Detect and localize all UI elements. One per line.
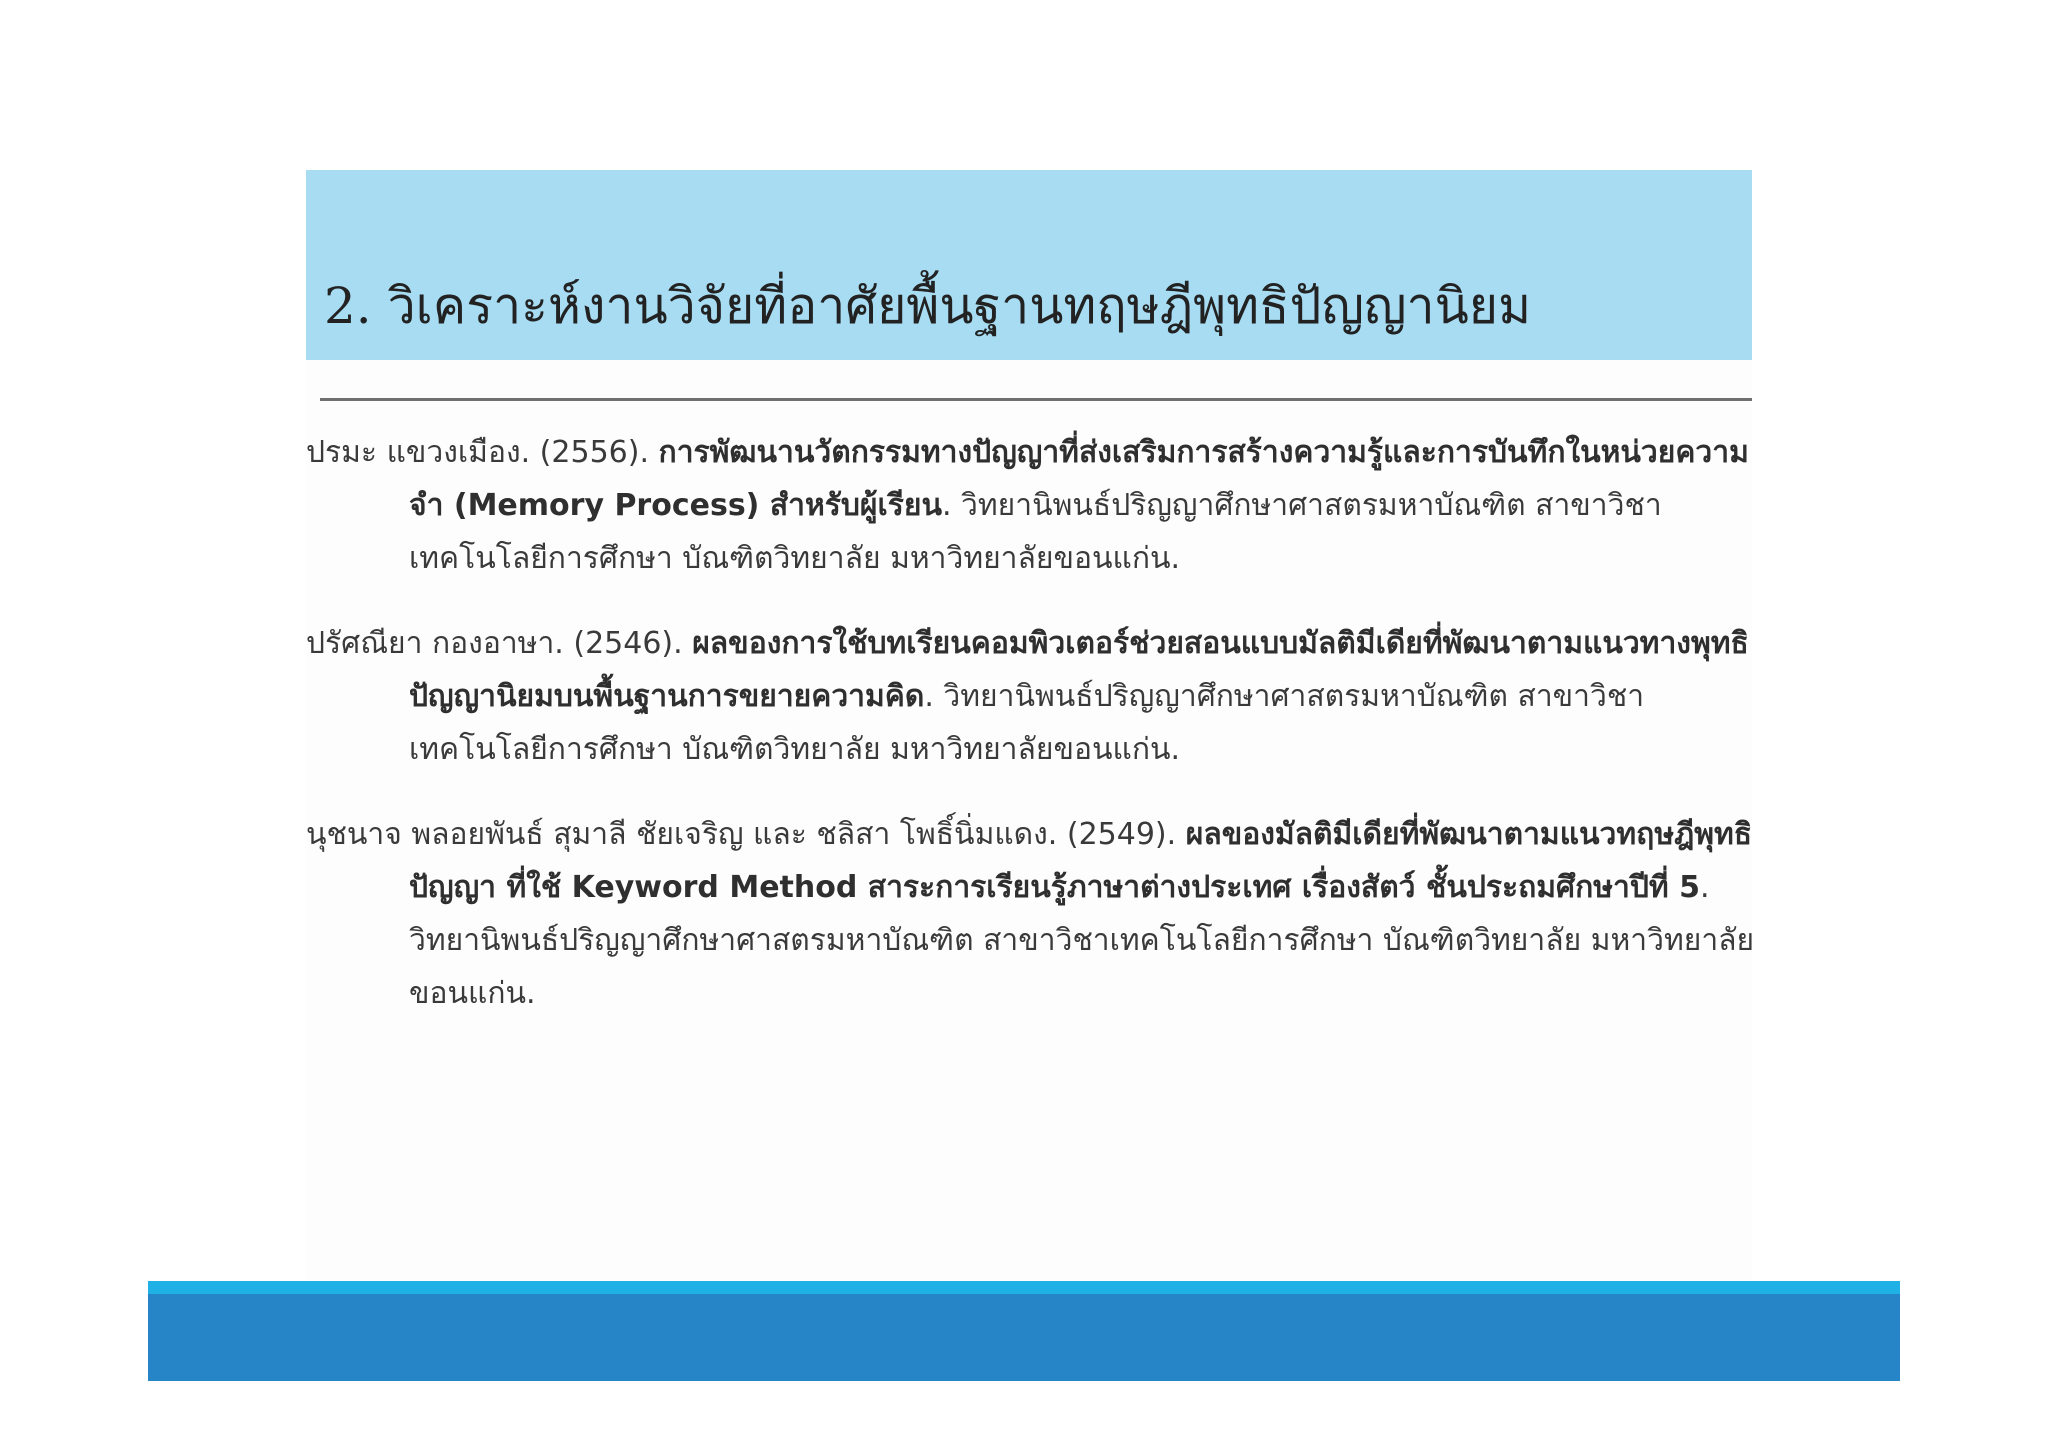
reference-authors: ปรัศณียา กองอาษา. (2546). [306,626,683,661]
reference-title: ผลของมัลติมีเดียที่พัฒนาตามแนวทฤษฎีพุทธิปัญญา ที่ใช้ Keyword Method สาระการเรียนรู้ภาษาต่างประเทศ เรื่องสัตว์ ชั้นประถมศึกษาปีที่ 5 [409,817,1753,905]
footer-band [148,1294,1900,1381]
reference-authors: นุชนาจ พลอยพันธ์ สุมาลี ชัยเจริญ และ ชลิสา โพธิ์นิ่มแดง. (2549). [306,817,1177,852]
slide-title: 2. วิเคราะห์งานวิจัยที่อาศัยพื้นฐานทฤษฎีพุทธิปัญญานิยม [324,277,1532,335]
title-banner [306,170,1752,360]
reference-details: . วิทยานิพนธ์ปริญญาศึกษาศาสตรมหาบัณฑิต สาขาวิชาเทคโนโลยีการศึกษา บัณฑิตวิทยาลัย มหาวิทยาลัยขอนแก่น. [409,488,1662,576]
reference-item [306,617,1756,776]
reference-item [306,426,1756,585]
footer-accent-stripe [148,1281,1900,1294]
title-divider [320,398,1752,401]
reference-details: . วิทยานิพนธ์ปริญญาศึกษาศาสตรมหาบัณฑิต สาขาวิชาเทคโนโลยีการศึกษา บัณฑิตวิทยาลัย มหาวิทยาลัยขอนแก่น. [409,679,1645,767]
reference-title: ผลของการใช้บทเรียนคอมพิวเตอร์ช่วยสอนแบบมัลติมีเดียที่พัฒนาตามแนวทางพุทธิปัญญานิยมบนพื้นฐานการขยายความคิด [409,626,1749,714]
reference-list [306,426,1756,1052]
reference-authors: ปรมะ แขวงเมือง. (2556). [306,435,649,470]
reference-item [306,808,1756,1020]
reference-details: . วิทยานิพนธ์ปริญญาศึกษาศาสตรมหาบัณฑิต สาขาวิชาเทคโนโลยีการศึกษา บัณฑิตวิทยาลัย มหาวิทยาลัยขอนแก่น. [409,870,1755,1011]
reference-title: การพัฒนานวัตกรรมทางปัญญาที่ส่งเสริมการสร้างความรู้และการบันทึกในหน่วยความจำ (Memory Process) สำหรับผู้เรียน [409,435,1749,523]
